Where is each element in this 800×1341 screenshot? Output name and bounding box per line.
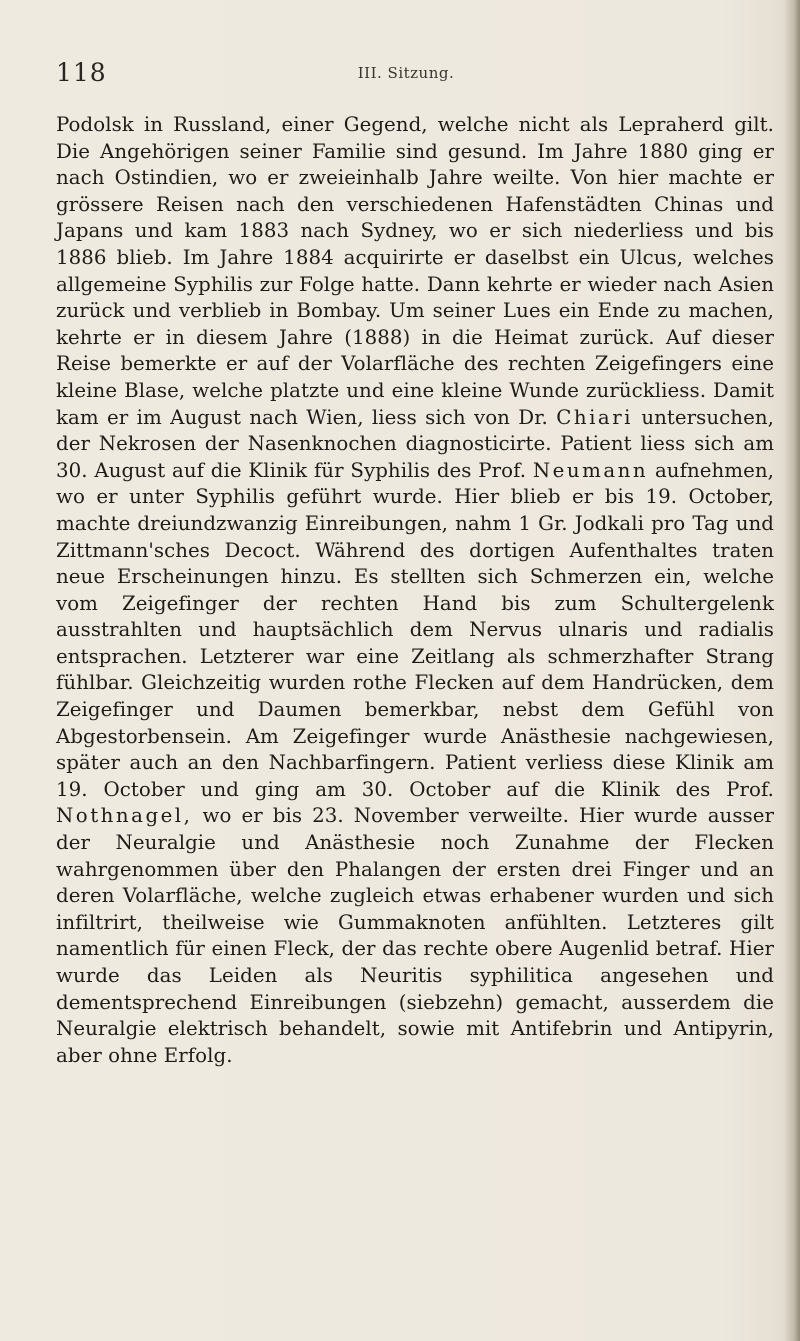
text-segment-4: wo er bis 23. November verweilte. Hier wurde ausser der Neuralgie und Anästhesie noch Zunahme der Flecken wahrgenommen über den Phalangen der ersten drei Finger und an deren Volarfläche, welche zugleich etwas erhabener wurden und sich infiltrirt, theilweise wie Gummaknoten anfühlten. Letzteres gilt namentlich für einen Fleck, der das rechte obere Augenlid betraf. Hier wurde das Leiden als Neuritis syphilitica angesehen und dementsprechend Einreibungen (siebzehn) gemacht, ausserdem die Neuralgie elektrisch behandelt, sowie mit Antifebrin und Antipyrin, aber ohne Erfolg.: [56, 804, 774, 1067]
text-segment-2: untersuchen, der Nekrosen der Nasenknochen diagnosticirte. Patient liess sich am 30. August auf die Klinik für Syphilis des Prof.: [56, 405, 774, 482]
page-number: 118: [56, 58, 107, 87]
page-edge-shadow: [784, 0, 800, 1341]
page-header: [56, 58, 756, 98]
text-segment-3: aufnehmen, wo er unter Syphilis geführt wurde. Hier blieb er bis 19. October, machte dreiundzwanzig Einreibungen, nahm 1 Gr. Jodkali pro Tag und Zittmann'sches Decoct. Während des dortigen Aufenthaltes traten neue Erscheinungen hinzu. Es stellten sich Schmerzen ein, welche vom Zeigefinger der rechten Hand bis zum Schultergelenk ausstrahlten und hauptsächlich dem Nervus ulnaris und radialis entsprachen. Letzterer war eine Zeitlang als schmerzhafter Strang fühlbar. Gleichzeitig wurden rothe Flecken auf dem Handrücken, dem Zeigefinger und Daumen bemerkbar, nebst dem Gefühl von Abgestorbensein. Am Zeigefinger wurde Anästhesie nachgewiesen, später auch an den Nachbarfingern. Patient verliess diese Klinik am 19. October und ging am 30. October auf die Klinik des Prof.: [56, 458, 774, 801]
author-name-nothnagel: Nothnagel,: [56, 804, 193, 828]
text-segment-1: Podolsk in Russland, einer Gegend, welche nicht als Lepraherd gilt. Die Angehörigen seiner Familie sind gesund. Im Jahre 1880 ging er nach Ostindien, wo er zweieinhalb Jahre weilte. Von hier machte er grössere Reisen nach den verschiedenen Hafenstädten Chinas und Japans und kam 1883 nach Sydney, wo er sich niederliess und bis 1886 blieb. Im Jahre 1884 acquirirte er daselbst ein Ulcus, welches allgemeine Syphilis zur Folge hatte. Dann kehrte er wieder nach Asien zurück und verblieb in Bombay. Um seiner Lues ein Ende zu machen, kehrte er in diesem Jahre (1888) in die Heimat zurück. Auf dieser Reise bemerkte er auf der Volarfläche des rechten Zeigefingers eine kleine Blase, welche platzte und eine kleine Wunde zurückliess. Damit kam er im August nach Wien, liess sich von Dr.: [56, 113, 774, 429]
body-paragraph: [56, 112, 774, 1069]
running-head: III. Sitzung.: [357, 64, 455, 82]
author-name-neumann: Neumann: [532, 458, 649, 482]
author-name-chiari: Chiari: [556, 405, 633, 429]
